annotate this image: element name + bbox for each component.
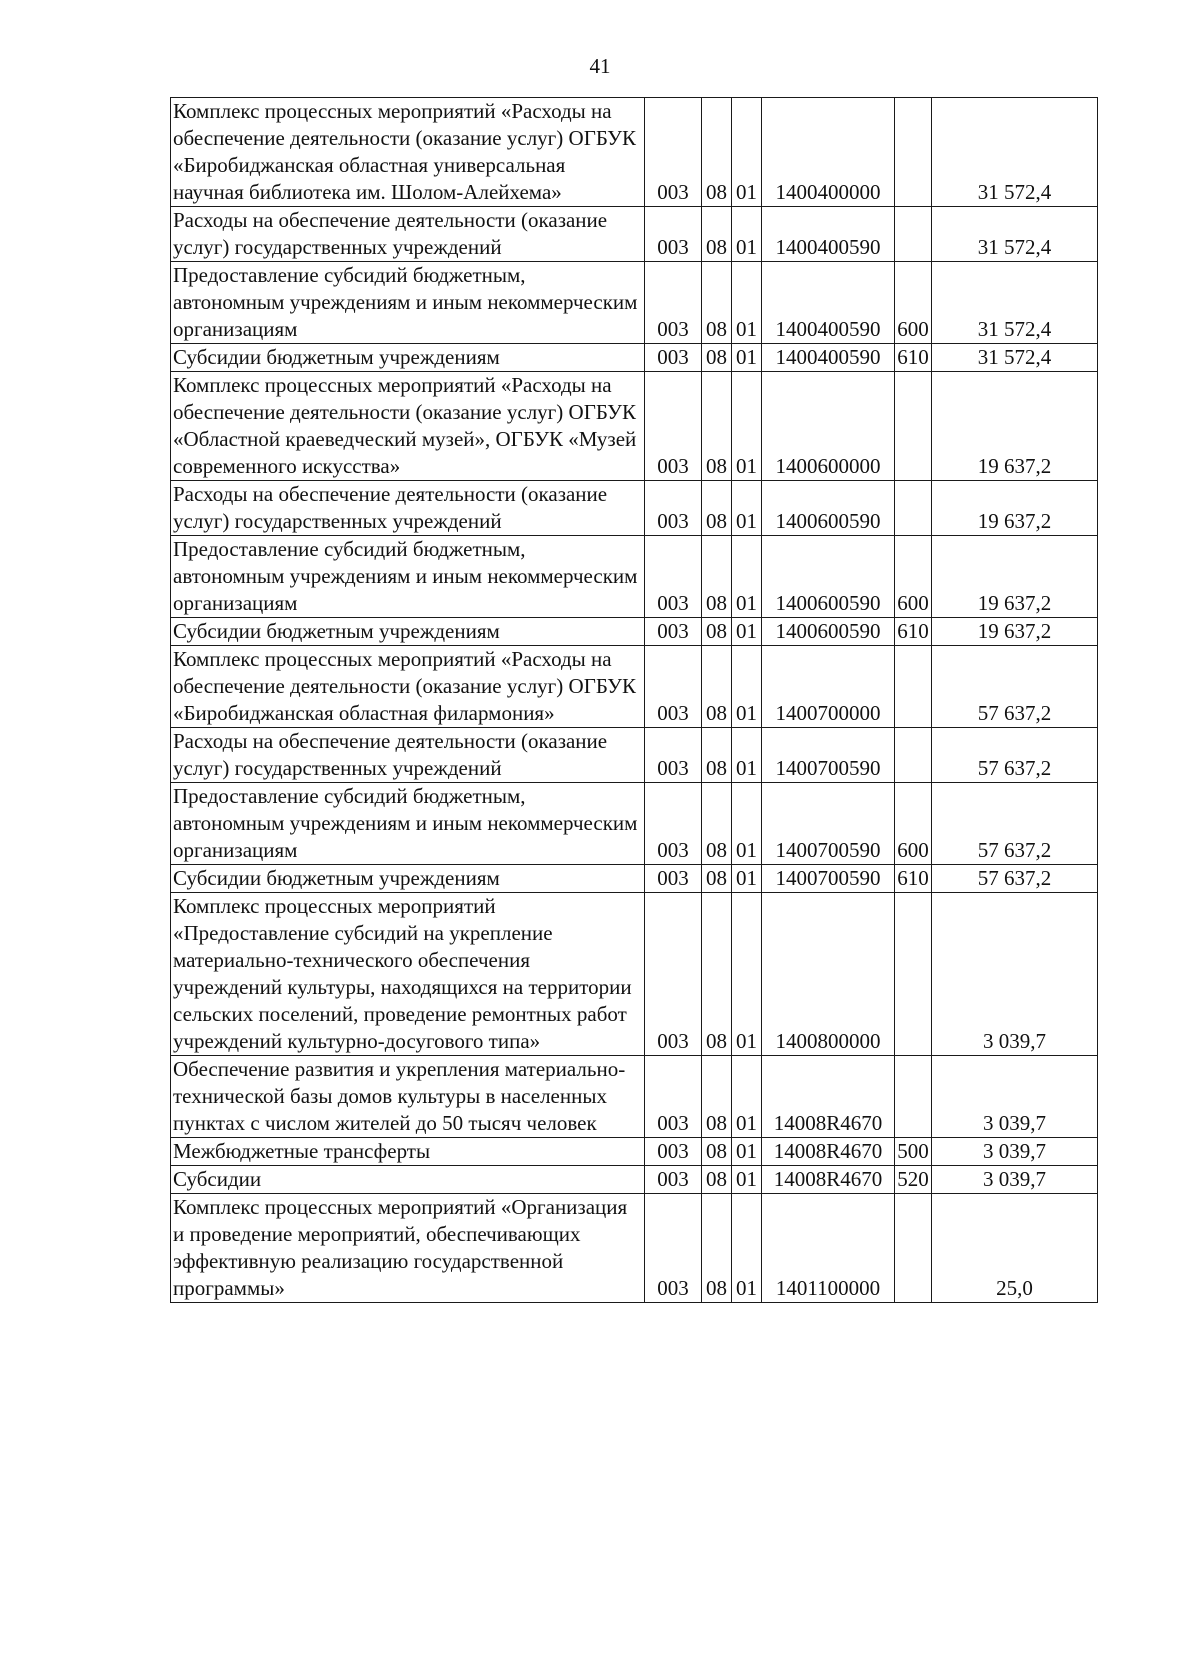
row-section: 08 [702,1166,732,1194]
table-row [171,481,1098,536]
row-section: 08 [702,893,732,1056]
row-expense-type: 600 [895,536,932,618]
row-subsection: 01 [732,728,762,783]
row-amount: 19 637,2 [932,618,1098,646]
row-grbs: 003 [645,893,702,1056]
row-grbs: 003 [645,262,702,344]
row-amount: 19 637,2 [932,536,1098,618]
table-row [171,372,1098,481]
row-name: Субсидии [171,1166,645,1194]
row-target-article: 1400800000 [762,893,895,1056]
row-subsection: 01 [732,783,762,865]
page-number: 41 [589,54,611,78]
row-amount: 19 637,2 [932,372,1098,481]
row-section: 08 [702,783,732,865]
row-subsection: 01 [732,1194,762,1303]
table-row [171,536,1098,618]
table-row [171,1138,1098,1166]
table-row [171,262,1098,344]
row-expense-type: 610 [895,344,932,372]
row-grbs: 003 [645,865,702,893]
row-target-article: 1400400590 [762,344,895,372]
table-row [171,865,1098,893]
row-name: Предоставление субсидий бюджетным, автономным учреждениям и иным некоммерческим организациям [171,536,645,618]
row-name: Комплекс процессных мероприятий «Предоставление субсидий на укрепление материально-технического обеспечения учреждений культуры, находящихся на территории сельских поселений, проведение ремонтных работ учреждений культурно-досугового типа» [171,893,645,1056]
row-amount: 31 572,4 [932,262,1098,344]
row-name: Комплекс процессных мероприятий «Расходы на обеспечение деятельности (оказание услуг) ОГБУК «Областной краеведческий музей», ОГБУК «Музей современного искусства» [171,372,645,481]
row-section: 08 [702,646,732,728]
row-grbs: 003 [645,207,702,262]
row-section: 08 [702,618,732,646]
table-row [171,893,1098,1056]
row-section: 08 [702,98,732,207]
row-target-article: 1400600000 [762,372,895,481]
row-amount: 57 637,2 [932,646,1098,728]
budget-table [170,97,1098,1303]
row-subsection: 01 [732,262,762,344]
row-subsection: 01 [732,207,762,262]
row-expense-type [895,893,932,1056]
row-target-article: 1400400590 [762,207,895,262]
row-target-article: 1400600590 [762,481,895,536]
row-expense-type [895,98,932,207]
row-subsection: 01 [732,344,762,372]
row-target-article: 14008R4670 [762,1166,895,1194]
table-row [171,1056,1098,1138]
row-name: Комплекс процессных мероприятий «Расходы на обеспечение деятельности (оказание услуг) ОГБУК «Биробиджанская областная универсальная научная библиотека им. Шолом-Алейхема» [171,98,645,207]
row-target-article: 1400700590 [762,783,895,865]
budget-table-body [171,98,1098,1303]
row-expense-type [895,728,932,783]
row-name: Субсидии бюджетным учреждениям [171,865,645,893]
row-section: 08 [702,372,732,481]
row-section: 08 [702,1138,732,1166]
row-target-article: 1400600590 [762,618,895,646]
row-amount: 3 039,7 [932,893,1098,1056]
row-name: Субсидии бюджетным учреждениям [171,344,645,372]
table-row [171,344,1098,372]
row-expense-type: 600 [895,783,932,865]
row-section: 08 [702,262,732,344]
row-target-article: 1400400000 [762,98,895,207]
row-subsection: 01 [732,865,762,893]
row-grbs: 003 [645,728,702,783]
row-section: 08 [702,1194,732,1303]
row-amount: 3 039,7 [932,1138,1098,1166]
row-target-article: 1400700000 [762,646,895,728]
row-expense-type: 600 [895,262,932,344]
row-grbs: 003 [645,344,702,372]
row-amount: 19 637,2 [932,481,1098,536]
row-name: Комплекс процессных мероприятий «Расходы на обеспечение деятельности (оказание услуг) ОГБУК «Биробиджанская областная филармония» [171,646,645,728]
table-row [171,618,1098,646]
row-expense-type [895,207,932,262]
row-expense-type: 520 [895,1166,932,1194]
row-subsection: 01 [732,481,762,536]
table-row [171,98,1098,207]
row-expense-type [895,372,932,481]
row-name: Комплекс процессных мероприятий «Организация и проведение мероприятий, обеспечивающих эффективную реализацию государственной программы» [171,1194,645,1303]
row-subsection: 01 [732,372,762,481]
row-amount: 31 572,4 [932,98,1098,207]
row-expense-type [895,1194,932,1303]
row-target-article: 14008R4670 [762,1056,895,1138]
row-subsection: 01 [732,618,762,646]
row-grbs: 003 [645,98,702,207]
row-grbs: 003 [645,1138,702,1166]
row-section: 08 [702,865,732,893]
table-row [171,646,1098,728]
row-target-article: 1400700590 [762,728,895,783]
row-expense-type [895,646,932,728]
row-target-article: 14008R4670 [762,1138,895,1166]
row-section: 08 [702,1056,732,1138]
row-amount: 57 637,2 [932,783,1098,865]
table-row [171,207,1098,262]
row-amount: 3 039,7 [932,1056,1098,1138]
table-row [171,783,1098,865]
row-section: 08 [702,207,732,262]
row-section: 08 [702,481,732,536]
row-subsection: 01 [732,1138,762,1166]
row-amount: 3 039,7 [932,1166,1098,1194]
row-target-article: 1400700590 [762,865,895,893]
row-amount: 31 572,4 [932,207,1098,262]
row-subsection: 01 [732,98,762,207]
row-target-article: 1401100000 [762,1194,895,1303]
row-amount: 25,0 [932,1194,1098,1303]
row-subsection: 01 [732,893,762,1056]
row-expense-type [895,1056,932,1138]
row-name: Предоставление субсидий бюджетным, автономным учреждениям и иным некоммерческим организациям [171,783,645,865]
row-grbs: 003 [645,372,702,481]
row-subsection: 01 [732,646,762,728]
row-amount: 31 572,4 [932,344,1098,372]
row-grbs: 003 [645,481,702,536]
row-expense-type: 610 [895,865,932,893]
row-amount: 57 637,2 [932,728,1098,783]
row-target-article: 1400600590 [762,536,895,618]
row-name: Расходы на обеспечение деятельности (оказание услуг) государственных учреждений [171,481,645,536]
row-grbs: 003 [645,646,702,728]
row-name: Межбюджетные трансферты [171,1138,645,1166]
table-row [171,1166,1098,1194]
row-subsection: 01 [732,1056,762,1138]
row-section: 08 [702,536,732,618]
row-target-article: 1400400590 [762,262,895,344]
row-expense-type: 500 [895,1138,932,1166]
row-expense-type: 610 [895,618,932,646]
row-grbs: 003 [645,1166,702,1194]
row-grbs: 003 [645,1194,702,1303]
row-grbs: 003 [645,783,702,865]
row-subsection: 01 [732,536,762,618]
row-grbs: 003 [645,536,702,618]
row-section: 08 [702,728,732,783]
row-name: Расходы на обеспечение деятельности (оказание услуг) государственных учреждений [171,207,645,262]
row-name: Субсидии бюджетным учреждениям [171,618,645,646]
row-grbs: 003 [645,618,702,646]
row-name: Обеспечение развития и укрепления материально-технической базы домов культуры в населенных пунктах с числом жителей до 50 тысяч человек [171,1056,645,1138]
table-row [171,1194,1098,1303]
row-section: 08 [702,344,732,372]
row-expense-type [895,481,932,536]
table-row [171,728,1098,783]
row-name: Расходы на обеспечение деятельности (оказание услуг) государственных учреждений [171,728,645,783]
row-name: Предоставление субсидий бюджетным, автономным учреждениям и иным некоммерческим организациям [171,262,645,344]
row-amount: 57 637,2 [932,865,1098,893]
row-subsection: 01 [732,1166,762,1194]
row-grbs: 003 [645,1056,702,1138]
